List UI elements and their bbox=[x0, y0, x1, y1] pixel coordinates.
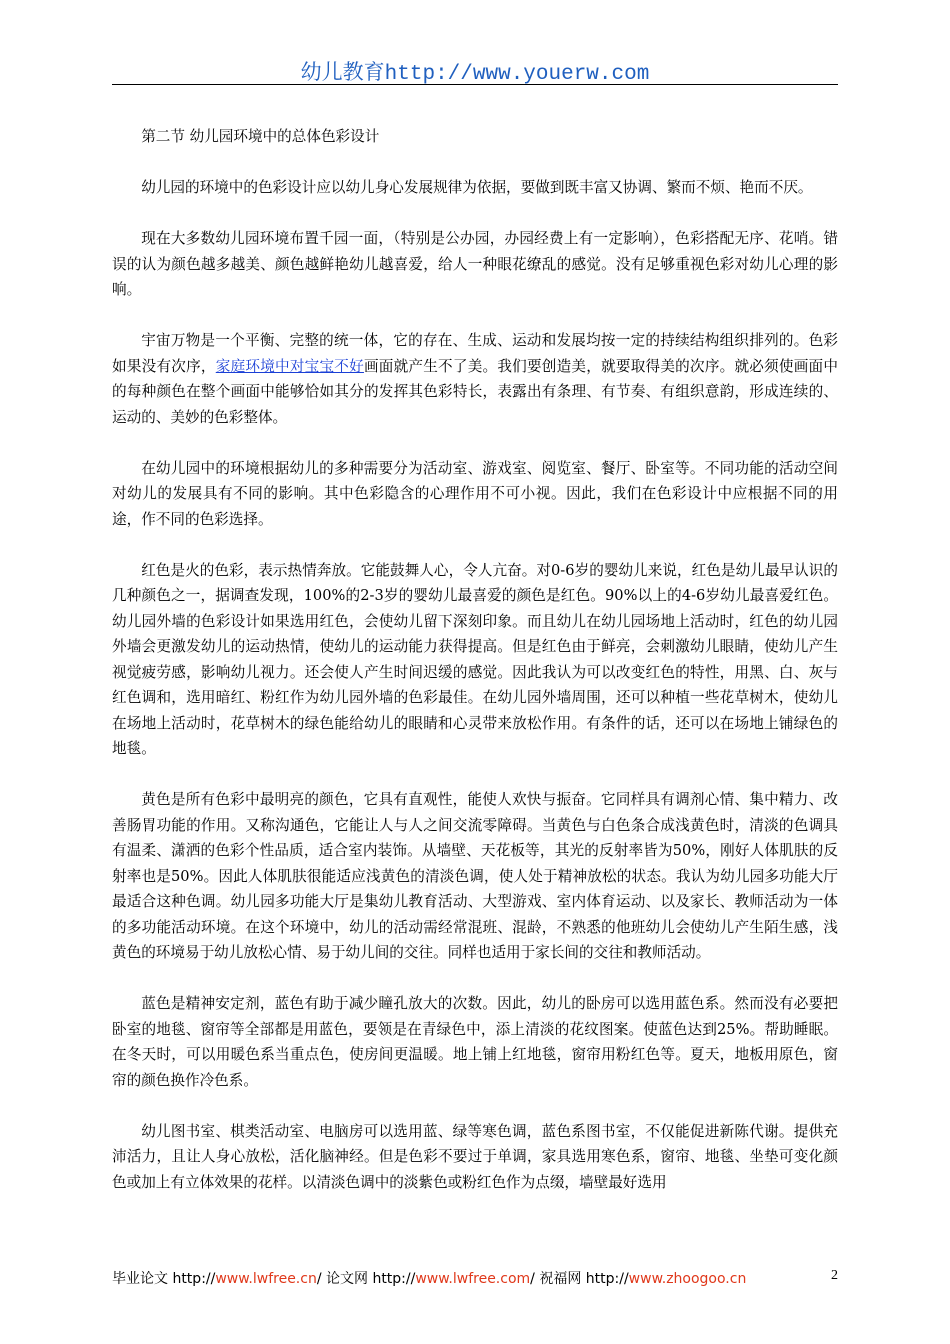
footer-link[interactable]: www.lwfree.com bbox=[415, 1271, 531, 1287]
paragraph-text: 画面就产生不了美。我们要创造美，就要取得美的次序。就必须使画面中的每种颜色在整个画面中能够恰如其分的发挥其色彩特长，表露出有条理、有节奏、有组织意韵，形成连续的、运动的、美妙的色彩整体。 bbox=[112, 357, 838, 426]
page-footer bbox=[112, 1268, 838, 1288]
page-header bbox=[0, 56, 950, 86]
page-number: 2 bbox=[831, 1268, 838, 1283]
paragraph: 现在大多数幼儿园环境布置千园一面，（特别是公办园，办园经费上有一定影响），色彩搭配无序、花哨。错误的认为颜色越多越美、颜色越鲜艳幼儿越喜爱，给人一种眼花缭乱的感觉。没有足够重视色彩对幼儿心理的影响。 bbox=[112, 230, 838, 298]
header-site-name: 幼儿教育 bbox=[300, 60, 385, 84]
header-site-url[interactable]: http://www.youerw.com bbox=[384, 63, 650, 86]
footer-label: 毕业论文 http:// bbox=[112, 1271, 216, 1287]
section-title: 第二节 幼儿园环境中的总体色彩设计 bbox=[141, 128, 380, 145]
paragraph bbox=[112, 328, 838, 430]
footer-label: / 论文网 http:// bbox=[316, 1271, 416, 1287]
paragraph: 黄色是所有色彩中最明亮的颜色，它具有直观性，能使人欢快与振奋。它同样具有调剂心情、集中精力、改善肠胃功能的作用。又称沟通色，它能让人与人之间交流零障碍。当黄色与白色条合成浅黄色时，清淡的色调具有温柔、潇洒的色彩个性品质，适合室内装饰。从墙壁、天花板等，其光的反射率皆为50%，刚好人体肌肤的反射率也是50%。因此人体肌肤很能适应浅黄色的清淡色调，使人处于精神放松的状态。我认为幼儿园多功能大厅最适合这种色调。幼儿园多功能大厅是集幼儿教育活动、大型游戏、室内体育运动、以及家长、教师活动为一体的多功能活动环境。在这个环境中，幼儿的活动需经常混班、混龄，不熟悉的他班幼儿会使幼儿产生陌生感，浅黄色的环境易于幼儿放松心情、易于幼儿间的交往。同样也适用于家长间的交往和教师活动。 bbox=[112, 791, 838, 961]
footer-link[interactable]: www.zhoogoo.cn bbox=[628, 1271, 747, 1287]
paragraph: 蓝色是精神安定剂，蓝色有助于减少瞳孔放大的次数。因此，幼儿的卧房可以选用蓝色系。然而没有必要把卧室的地毯、窗帘等全部都是用蓝色，要领是在青绿色中，添上清淡的花纹图案。使蓝色达到25%。帮助睡眠。在冬天时，可以用暖色系当重点色，使房间更温暖。地上铺上红地毯，窗帘用粉红色等。夏天，地板用原色，窗帘的颜色换作冷色系。 bbox=[112, 995, 838, 1089]
paragraph: 红色是火的色彩，表示热情奔放。它能鼓舞人心，令人亢奋。对0-6岁的婴幼儿来说，红色是幼儿最早认识的几种颜色之一，据调查发现，100%的2-3岁的婴幼儿最喜爱的颜色是红色。90%以上的4-6岁幼儿最喜爱红色。幼儿园外墙的色彩设计如果选用红色，会使幼儿留下深刻印象。而且幼儿在幼儿园场地上活动时，红色的幼儿园外墙会更激发幼儿的运动热情，使幼儿的运动能力获得提高。但是红色由于鲜亮，会刺激幼儿眼睛，使幼儿产生视觉疲劳感，影响幼儿视力。还会使人产生时间迟缓的感觉。因此我认为可以改变红色的特性，用黑、白、灰与红色调和，选用暗红、粉红作为幼儿园外墙的色彩最佳。在幼儿园外墙周围，还可以种植一些花草树木，使幼儿在场地上活动时，花草树木的绿色能给幼儿的眼睛和心灵带来放松作用。有条件的话，还可以在场地上铺绿色的地毯。 bbox=[112, 561, 838, 757]
document-body bbox=[112, 124, 838, 1221]
footer-label: / 祝福网 http:// bbox=[530, 1271, 629, 1287]
inline-link[interactable]: 家庭环境中对宝宝不好 bbox=[215, 357, 364, 375]
paragraph: 在幼儿园中的环境根据幼儿的多种需要分为活动室、游戏室、阅览室、餐厅、卧室等。不同功能的活动空间对幼儿的发展具有不同的影响。其中色彩隐含的心理作用不可小视。因此，我们在色彩设计中应根据不同的用途，作不同的色彩选择。 bbox=[112, 459, 838, 528]
paragraph-text: 宇宙万物是一个平衡、完整的统一体，它的存在、生成、运动和发展均按一定的持续结构组织排列的。色彩如果没有次序， bbox=[112, 332, 838, 375]
header-divider bbox=[112, 84, 838, 85]
footer-link[interactable]: www.lwfree.cn bbox=[215, 1271, 317, 1287]
paragraph: 幼儿图书室、棋类活动室、电脑房可以选用蓝、绿等寒色调，蓝色系图书室，不仅能促进新陈代谢。提供充沛活力，且让人身心放松，活化脑神经。但是色彩不要过于单调，家具选用寒色系，窗帘、地毯、坐垫可变化颜色或加上有立体效果的花样。以清淡色调中的淡紫色或粉红色作为点缀，墙壁最好选用 bbox=[112, 1122, 838, 1191]
paragraph: 幼儿园的环境中的色彩设计应以幼儿身心发展规律为依据，要做到既丰富又协调、繁而不烦、艳而不厌。 bbox=[141, 179, 813, 196]
